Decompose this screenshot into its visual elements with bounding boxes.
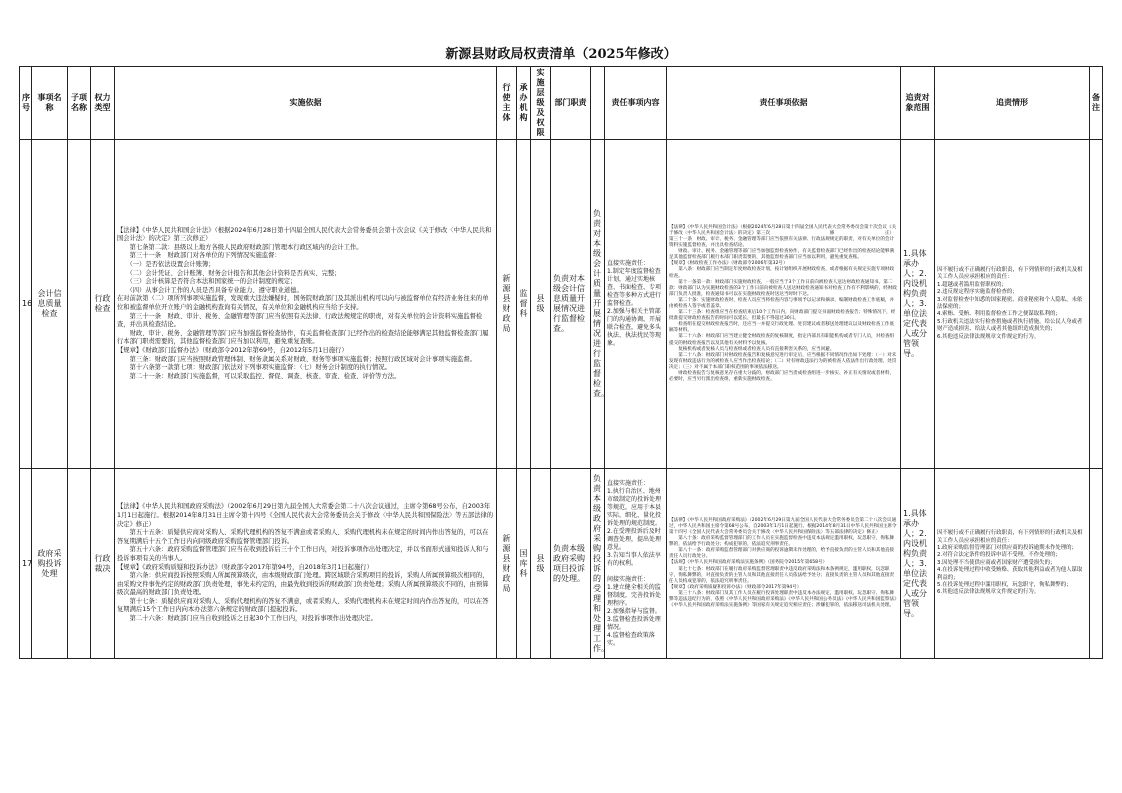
header-sub-item: 子项名称 <box>68 67 91 140</box>
row-power-type: 行政裁决 <box>91 469 115 659</box>
row-scope: 1.具体承办人；2.内设机构负责人；3.单位法定代表人或分管领导。 <box>901 140 935 469</box>
row-dept-duty: 负责本级政府采购项目投诉的处理。 <box>551 469 591 659</box>
row-sub-item <box>68 469 91 659</box>
header-org: 承办机构 <box>517 67 531 140</box>
header-dept-duty-2 <box>591 67 605 140</box>
row-subject: 新源县财政局 <box>497 140 517 469</box>
row-item-name: 会计信息质量检查 <box>32 140 68 469</box>
row-subject: 新源县财政局 <box>497 469 517 659</box>
row-note <box>1090 140 1103 469</box>
row-no: 16 <box>20 140 32 469</box>
row-org: 国库科 <box>517 469 531 659</box>
row-no: 17 <box>20 469 32 659</box>
row-sub-item <box>68 140 91 469</box>
header-subject: 行使主体 <box>497 67 517 140</box>
row-dept-duty: 负责对本级会计信息质量开展情况进行监督检查。 <box>551 140 591 469</box>
header-cases: 追责情形 <box>935 67 1090 140</box>
table-row <box>20 469 1103 659</box>
header-row <box>20 67 1103 140</box>
row-duty-col: 负责本级政府采购投诉的受理和处理工作。 <box>591 469 605 659</box>
header-note: 备注 <box>1090 67 1103 140</box>
row-level: 县级 <box>531 469 551 659</box>
header-scope: 追责对象范围 <box>901 67 935 140</box>
row-basis: 【法律】《中华人民共和国政府采购法》（2002年6月29日第九届全国人大常委会第二十八次会议通过，主席令第68号公布，自2003年1月1日起施行。根据2014年8月31日主席令第十四号《全国人民代表大会常务委员会关于修改〈中华人民共和国保险法〉等五部法律的决定》修正） 第五十五条：质疑供应商对采购人、采购代理机构的答复不满意或者采购人、采购代理机构未在规定的时间内作出答复的，可以在答复期满后十五个工作日内向同级政府采购监督管理部门投诉。 第五十六条：政府采购监督管理部门应当在收到投诉后三十个工作日内，对投诉事项作出处理决定，并以书面形式通知投诉人和与投诉事项有关的当事人。 【规章】《政府采购质疑和投诉办法》（财政部令2017年第94号，自2018年3月1日起施行） 第六条：供应商投诉按照采购人所属预算级次，由本级财政部门处理。跨区域联合采购项目的投诉，采购人所属预算级次相同的，由采购文件事先约定的财政部门负责处理，事先未约定的，由最先收到投诉的财政部门负责处理；采购人所属预算级次不同的，由预算级次最高的财政部门负责处理。 第十七条：质疑供应商对采购人、采购代理机构的答复不满意，或者采购人、采购代理机构未在规定时间内作出答复的，可以在答复期满后15个工作日内向本办法第六条规定的财政部门提起投诉。 第二十六条：财政部门应当自收到投诉之日起30个工作日内，对投诉事项作出处理决定。 <box>115 469 497 659</box>
header-dept-duty: 部门职责 <box>551 67 591 140</box>
header-power-type: 权力类型 <box>91 67 115 140</box>
row-power-type: 行政检查 <box>91 140 115 469</box>
row-note <box>1090 469 1103 659</box>
row-resp-content: 直接实施责任： 1.执行自治区、地州市级制定的投诉处理等规范，应用于本县实际，细化、量化投诉处理的规范制度。 2.在受理投诉后及时调查处理，提出处理意见。 3.告知当事人依法享有的权利。 间接实施责任： 1.建立健全相关的监督制度，完善投诉处理程序。 2.加强指导与监督。 3.监督检查投诉处理情况。 4.监督检查政策落实。 <box>605 469 667 659</box>
document-title: 新源县财政局权责清单（2025年修改） <box>445 47 677 62</box>
row-resp-content: 直接实施责任： 1.制定年度监督检查计划，通过实地核查、书面检查、专项检查等多种方式进行监督检查。 2.加强与相关主管部门的沟通协调，开展联合检查，避免多头执法、执法扰民等现象。 <box>605 140 667 469</box>
row-cases: 因不履行或不正确履行行政职责，有下列情形的行政机关及相关工作人员应承担相应的责任： 1.超越或者滥用监督职权的； 2.违反规定程序实施监督检查的； 3.对监督检查中知悉的国家秘密、商业秘密和个人隐私，未依法保密的； 4.索贿、受贿、利用监督检查工作之便谋取私利的； 5.行政机关违法实行检查措施或者执行措施，给公民人身或者财产造成损害、给法人或者其他组织造成损失的； 6.其他违反法律法规规章文件规定的行为。 <box>935 140 1090 469</box>
row-scope: 1.具体承办人；2.内设机构负责人；3.单位法定代表人或分管领导。 <box>901 469 935 659</box>
row-org: 监督科 <box>517 140 531 469</box>
row-resp-basis: 【法律】《中华人民共和国政府采购法》（2002年6月29日第九届全国人民代表大会常务委员会第二十八次会议通过，中华人民共和国主席令第68号公布，自2003年1月1日起施行。根据2014年8月31日中华人民共和国主席令第十四号《全国人民代表大会常务委员会关于修改〈中华人民共和国保险法〉等五部法律的决定》修正） 第八十条：政府采购监督管理部门的工作人员在实施监督检查中违反本法规定滥用职权，玩忽职守，徇私舞弊的，依法给予行政处分；构成犯罪的，依法追究刑事责任。 第八十一条：政府采购监督管理部门对供应商的投诉逾期未作处理的，给予直接负责的主管人员和其他直接责任人员行政处分。 【法规】《中华人民共和国政府采购法实施条例》（国务院令2015年第658号） 第七十七条：财政部门在履行政府采购监督管理职责中违反政府采购法和本条例规定，滥用职权，玩忽职守，徇私舞弊的，对直接负责的主管人员和其他直接责任人员依法给予处分；直接负责的主管人员和其他直接责任人员构成犯罪的，依法追究刑事责任。 【规章】《政府采购质疑和投诉办法》（财政部令2017年第94号） 第三十八条：财政部门及其工作人员在履行投诉处理职责中违反本办法规定，滥用职权、玩忽职守、徇私舞弊等违法违纪行为的，依照《中华人民共和国政府采购法》《中华人民共和国公务员法》《中华人民共和国监察法》《中华人民共和国政府采购法实施条例》等国家有关规定追究相应责任；涉嫌犯罪的，依法移送司法机关处理。 <box>667 469 901 659</box>
header-no: 序号 <box>20 67 32 140</box>
header-item-name: 事项名称 <box>32 67 68 140</box>
responsibility-table <box>19 66 1103 659</box>
row-cases: 因不履行或不正确履行行政职责，有下列情形的行政机关及相关工作人员应承担相应的责任： 1.政府采购监督管理部门对供应商的投诉逾期未作处理的； 2.对符合法定条件的投诉申请不受理，不作处理的； 3.因处理不当使供应商或者国家财产遭受损失的； 4.在投诉处理过程中收受贿赂、获取其他利益或者为他人谋取利益的； 5.在投诉处理过程中滥用职权，玩忽职守，徇私舞弊的； 6.其他违反法律法规规章文件规定的行为。 <box>935 469 1090 659</box>
header-resp-basis: 责任事项依据 <box>667 67 901 140</box>
row-level: 县级 <box>531 140 551 469</box>
row-basis: 【法律】《中华人民共和国会计法》（根据2024年6月28日第十四届全国人民代表大会常务委员会第十次会议《关于修改〈中华人民共和国会计法〉的决定》第三次修正） 第七条第二款：县级以上地方各级人民政府财政部门管理本行政区域内的会计工作。 第三十一条 财政部门对各单位的下列情况实施监督： （一）是否依法设置会计账簿； （二）会计凭证、会计账簿、财务会计报告和其他会计资料是否真实、完整； （三）会计核算是否符合本法和国家统一的会计制度的规定； （四）从事会计工作的人员是否具备专业能力、遵守职业道德。 在对前款第（二）项所列事项实施监督，发现重大违法嫌疑时，国务院财政部门及其派出机构可以向与被监督单位有经济业务往来的单位和被监督单位开立账户的金融机构查询有关情况，有关单位和金融机构应当给予支持。 第三十一条 财政、审计、税务、金融管理等部门应当依照有关法律、行政法规规定的职责，对有关单位的会计资料实施监督检查，并出具检查结论。 财政、审计、税务、金融管理等部门应当加强监督检查协作，有关监督检查部门已经作出的检查结论能够满足其他监督检查部门履行本部门职责需要的，其他监督检查部门应当加以利用，避免重复查账。 【规章】《财政部门监督办法》（财政部令2012年第69号，自2012年5月1日施行） 第三条：财政部门应当按照财政管理体制、财务隶属关系对财政、财务等事项实施监督；按照行政区域对会计事项实施监督。 第十六条第一款第七项：财政部门依法对下列事项实施监督：（七）财务会计制度的执行情况。 第二十一条：财政部门实施监督，可以采取监控、督促、调查、核查、审查、检查、评价等方法。 <box>115 140 497 469</box>
table-row <box>20 140 1103 469</box>
row-resp-basis: 【法律】《中华人民共和国会计法》（根据2024年6月28日第十四届全国人民代表大会常务委员会第十次会议《关于修改〈中华人民共和国会计法〉的决定》第三次 修 正） 第三十一条 财政、审计、税务、金融管理等部门应当依照有关法律、行政法规规定的职责，对有关单位的会计资料实施监督检查，并出具检查结论。 财政、审计、税务、金融管理等部门应当加强监督检查协作，有关监督检查部门已经作出的检查结论能够满足其他监督检查部门履行本部门职责需要的，其他监督检查部门应当加以利用，避免重复查账。 【规章】《财政检查工作办法》（财政部令2006年第32号） 第八条：财政部门应当制定年度财政检查计划，按计划组织开展财政检查，或者根据有关规定实施专项财政检查。 第十一条第一款：财政部门实施财政检查，一般应当于3个工作日前向被检查人送达财政检查通知书。第二款：财政部门认为实施财政检查的3个工作日前向被检查人送达财政检查通知书对检查工作有不利影响的，经财政部门负责人批准，检查通知书可以在实施财政检查时送达当时时下达。 第二十条：实施财政检查时，检查人员应当将检查内容与事项予以记录和摘录，编制财政检查工作底稿，并由被检查人签字或者盖章。 第二十三条：检查组应当在检查结束后10个工作日内，向财政部门提交书面财政检查报告；特殊情况下，经批准提交财政检查报告的时间可以延长，但最长不得超过30日。 检查组在提交财政检查报告时，还应当一并提交行政处理、处罚建议或者移送处理建议以及财政检查工作底稿等材料。 第二十六条：财政部门应当建立健全财政检查的复核制度，指定内部具有职能机构或者专门人员，对检查组提交的财政检查报告以及其他有关材料予以复核。 复核机构或者复核人员与检查组或者检查人员有直接利害关系的，应当回避。 第二十八条：财政部门对财政检查报告和复核意见进行审定后，应当根据不同情况作出如下处理：（一）对未发现有财政违法行为的被检查人应当作出检查结论；（二）对有财政违法行为的被检查人依法作出行政处理、处罚决定；（三）对不属于本部门职权范围的事项依法移送。 财政检查报告与复核意见存在重大分歧的，财政部门应当责成检查组进一步核实、补正有关情况或者材料，必要时，应当另行派出检查组，重新实施财政检查。 <box>667 140 901 469</box>
header-level: 实施层级及权限 <box>531 67 551 140</box>
header-basis: 实施依据 <box>115 67 497 140</box>
row-item-name: 政府采购投诉处理 <box>32 469 68 659</box>
row-duty-col: 负责对本级会计质量开展情况进行监督检查。 <box>591 140 605 469</box>
header-resp-content: 责任事项内容 <box>605 67 667 140</box>
